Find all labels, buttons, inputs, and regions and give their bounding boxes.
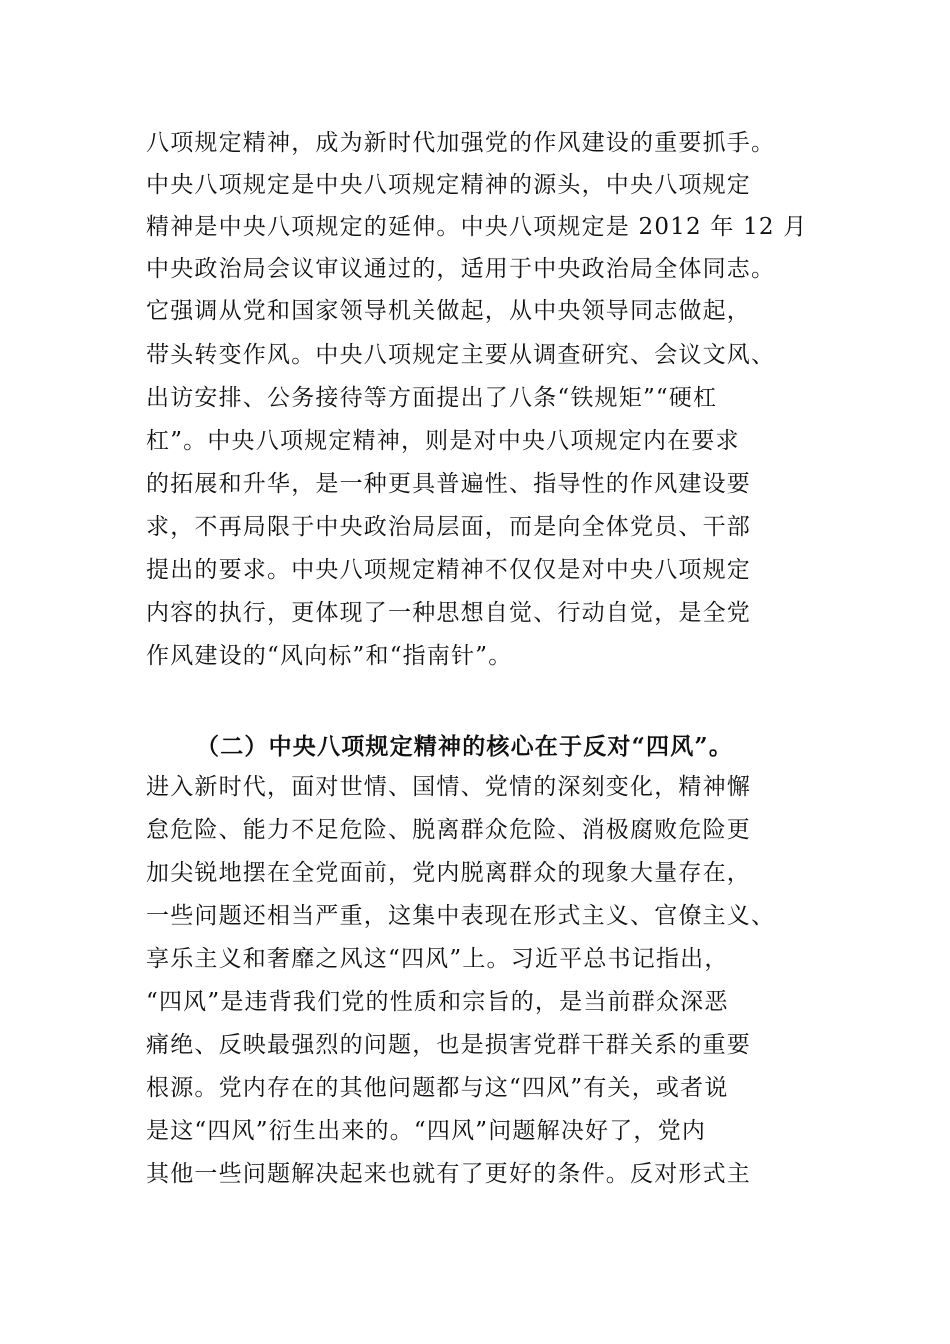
body-text-line: 它强调从党和国家领导机关做起，从中央领导同志做起， [146, 298, 751, 324]
body-text-line: 怠危险、能力不足危险、脱离群众危险、消极腐败危险更 [146, 817, 751, 843]
body-text-line: 求，不再局限于中央政治局层面，而是向全体党员、干部 [146, 514, 751, 540]
body-text-line: 提出的要求。中央八项规定精神不仅仅是对中央八项规定 [146, 557, 751, 583]
body-text-line: “四风”是违背我们党的性质和宗旨的，是当前群众深恶 [146, 989, 729, 1015]
body-text-line: 进入新时代，面对世情、国情、党情的深刻变化，精神懈 [146, 774, 751, 800]
body-text-line: 一些问题还相当严重，这集中表现在形式主义、官僚主义、 [146, 903, 776, 929]
body-text-line: 中央政治局会议审议通过的，适用于中央政治局全体同志。 [146, 256, 776, 282]
body-text-line: 中央八项规定是中央八项规定精神的源头，中央八项规定 [146, 172, 751, 198]
body-text-line: 出访安排、公务接待等方面提出了八条“铁规矩”“硬杠 [146, 385, 718, 411]
body-text-line: 作风建设的“风向标”和“指南针”。 [146, 643, 513, 669]
body-text-line: 杠”。中央八项规定精神，则是对中央八项规定内在要求 [146, 428, 740, 454]
body-text-line: 其他一些问题解决起来也就有了更好的条件。反对形式主 [146, 1161, 751, 1187]
body-text-line: 享乐主义和奢靡之风这“四风”上。习近平总书记指出， [146, 946, 729, 972]
body-text-line: 八项规定精神，成为新时代加强党的作风建设的重要抓手。 [146, 130, 776, 156]
body-text-line: 精神是中央八项规定的延伸。中央八项规定是 2012 年 12 月 [146, 214, 808, 240]
body-text-line: 痛绝、反映最强烈的问题，也是损害党群干群关系的重要 [146, 1032, 751, 1058]
body-text-line: 根源。党内存在的其他问题都与这“四风”有关，或者说 [146, 1075, 729, 1101]
body-text-line: 的拓展和升华，是一种更具普遍性、指导性的作风建设要 [146, 471, 751, 497]
section-heading: （二）中央八项规定精神的核心在于反对“四风”。 [196, 733, 734, 760]
body-text-line: 加尖锐地摆在全党面前，党内脱离群众的现象大量存在， [146, 860, 751, 886]
body-text-line: 是这“四风”衍生出来的。“四风”问题解决好了，党内 [146, 1118, 707, 1144]
body-text-line: 带头转变作风。中央八项规定主要从调查研究、会议文风、 [146, 342, 776, 368]
body-text-line: 内容的执行，更体现了一种思想自觉、行动自觉，是全党 [146, 600, 751, 626]
